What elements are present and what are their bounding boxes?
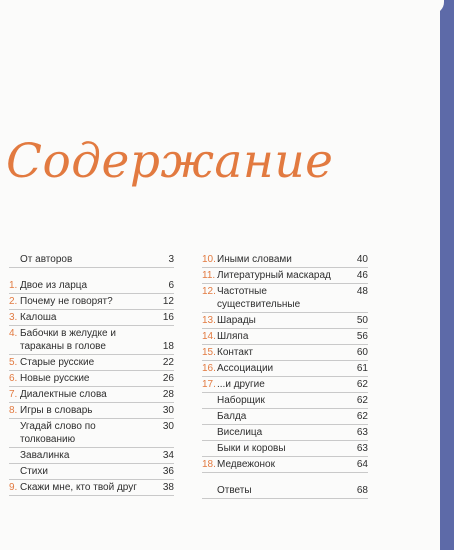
toc-entry-number: 18. (202, 459, 216, 470)
toc-entry[interactable] (202, 377, 368, 393)
toc-entry-label: Стихи (20, 466, 48, 477)
toc-entry-label: Завалинка (20, 450, 70, 461)
toc-entry[interactable] (202, 425, 368, 441)
toc-entry[interactable] (202, 252, 368, 268)
toc-entry-page: 60 (356, 347, 368, 358)
toc-entry-page: 62 (356, 379, 368, 390)
toc-entry-label: Шарады (217, 315, 256, 326)
toc-entry-number: 12. (202, 286, 216, 297)
toc-entry-label: Старые русские (20, 357, 95, 368)
toc-entry[interactable] (9, 464, 174, 480)
toc-entry-label: Новые русские (20, 373, 90, 384)
toc-entry-number: 9. (9, 482, 18, 493)
toc-entry-page: 26 (162, 373, 174, 384)
toc-entry-label: Угадай слово по толкованию (20, 421, 96, 445)
toc-entry-label: Литературный маскарад (217, 270, 331, 281)
toc-entry-number: 1. (9, 280, 18, 291)
toc-entry-page: 63 (356, 443, 368, 454)
toc-entry-page: 18 (162, 341, 174, 352)
toc-entry-page: 34 (162, 450, 174, 461)
toc-entry-label: Наборщик (217, 395, 265, 406)
toc-right-column (202, 252, 368, 499)
toc-entry[interactable] (202, 361, 368, 377)
toc-entry-number: 14. (202, 331, 216, 342)
toc-entry-page: 6 (168, 280, 174, 291)
toc-entry-page: 38 (162, 482, 174, 493)
toc-entry-label: Быки и коровы (217, 443, 286, 454)
toc-entry-label: Медвежонок (217, 459, 275, 470)
toc-entry[interactable] (9, 310, 174, 326)
toc-entry-label: Диалектные слова (20, 389, 107, 400)
toc-entry-label: От авторов (20, 254, 73, 265)
toc-entry[interactable] (202, 457, 368, 473)
toc-entry-label: Почему не говорят? (20, 296, 113, 307)
toc-entry-page: 30 (162, 421, 174, 432)
toc-entry-label: Балда (217, 411, 247, 422)
toc-entry-number: 17. (202, 379, 216, 390)
toc-entry-page: 30 (162, 405, 174, 416)
toc-entry-page: 62 (356, 411, 368, 422)
toc-entry-page: 63 (356, 427, 368, 438)
toc-entry-page: 22 (162, 357, 174, 368)
toc-entry-number: 15. (202, 347, 216, 358)
toc-entry[interactable] (202, 409, 368, 425)
toc-entry[interactable] (202, 441, 368, 457)
toc-entry-page: 28 (162, 389, 174, 400)
toc-entry[interactable] (9, 448, 174, 464)
toc-entry-number: 5. (9, 357, 18, 368)
toc-left-column (9, 252, 174, 496)
toc-entry[interactable] (202, 483, 368, 499)
toc-entry-label: Ассоциации (217, 363, 274, 374)
toc-entry-label: Виселица (217, 427, 263, 438)
toc-entry-page: 12 (162, 296, 174, 307)
toc-entry-label: Ответы (217, 485, 252, 496)
toc-entry-number: 16. (202, 363, 216, 374)
toc-entry[interactable] (9, 419, 174, 448)
toc-entry-number: 8. (9, 405, 18, 416)
toc-entry-label: Скажи мне, кто твой друг (20, 482, 137, 493)
toc-entry-label: Шляпа (217, 331, 249, 342)
toc-entry-page: 68 (356, 485, 368, 496)
toc-entry-number: 7. (9, 389, 18, 400)
toc-entry[interactable] (9, 403, 174, 419)
toc-entry-page: 61 (356, 363, 368, 374)
toc-entry-label: Двое из ларца (20, 280, 88, 291)
toc-entry-page: 64 (356, 459, 368, 470)
toc-entry-label: ...и другие (217, 379, 265, 390)
toc-entry-page: 3 (168, 254, 174, 265)
page-edge-band (440, 0, 454, 550)
toc-entry-label: Бабочки в желудке и тараканы в голове (20, 328, 116, 352)
toc-entry-page: 62 (356, 395, 368, 406)
toc-entry[interactable] (202, 268, 368, 284)
toc-entry-label: Контакт (217, 347, 254, 358)
toc-entry-number: 2. (9, 296, 18, 307)
toc-entry-page: 48 (356, 286, 368, 297)
toc-entry[interactable] (9, 294, 174, 310)
toc-entry[interactable] (9, 355, 174, 371)
toc-entry[interactable] (202, 329, 368, 345)
toc-entry-page: 56 (356, 331, 368, 342)
toc-entry-page: 36 (162, 466, 174, 477)
toc-entry[interactable] (202, 313, 368, 329)
toc-entry[interactable] (202, 345, 368, 361)
toc-entry-number: 4. (9, 328, 18, 339)
page-title: Содержание (6, 134, 334, 189)
toc-entry-number: 3. (9, 312, 18, 323)
toc-entry[interactable] (9, 252, 174, 268)
toc-entry[interactable] (9, 371, 174, 387)
toc-entry-page: 46 (356, 270, 368, 281)
toc-entry-label: Калоша (20, 312, 57, 323)
toc-entry-number: 11. (202, 270, 216, 281)
toc-entry-page: 40 (356, 254, 368, 265)
toc-entry[interactable] (9, 326, 174, 355)
toc-entry[interactable] (202, 284, 368, 313)
toc-entry[interactable] (202, 393, 368, 409)
toc-entry-number: 13. (202, 315, 216, 326)
toc-entry-number: 6. (9, 373, 18, 384)
toc-entry[interactable] (9, 387, 174, 403)
toc-entry-page: 16 (162, 312, 174, 323)
toc-entry-label: Игры в словарь (20, 405, 93, 416)
toc-entry-page: 50 (356, 315, 368, 326)
toc-entry[interactable] (9, 480, 174, 496)
toc-entry[interactable] (9, 278, 174, 294)
toc-entry-label: Иными словами (217, 254, 292, 265)
toc-entry-label: Частотные существительные (217, 286, 301, 310)
toc-entry-number: 10. (202, 254, 216, 265)
